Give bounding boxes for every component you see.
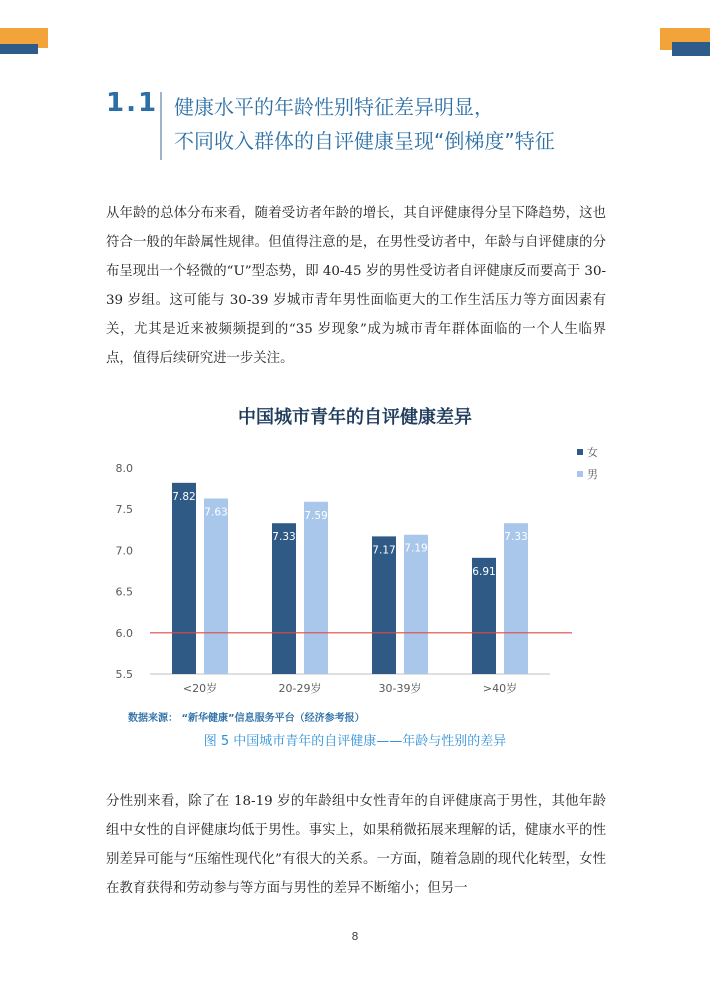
body-paragraph-2: 分性别来看，除了在 18-19 岁的年龄组中女性青年的自评健康高于男性，其他年龄组中女性的自评健康均低于男性。事实上，如果稍微拓展来理解的话，健康水平的性别差异可能与“压缩性现代化”有很大的关系。一方面，随着急剧的现代化转型，女性在教育获得和劳动参与等方面与男性的差异不断缩小；但另一	[106, 794, 606, 896]
data-label: 7.19	[404, 542, 428, 555]
bar-male	[404, 535, 428, 674]
figure-caption: 图 5 中国城市青年的自评健康——年龄与性别的差异	[203, 734, 507, 749]
y-tick-label: 5.5	[115, 668, 133, 681]
x-tick-label: >40岁	[482, 682, 518, 695]
x-tick-label: <20岁	[182, 682, 218, 695]
legend-swatch	[577, 449, 583, 455]
section-number: 1.1	[106, 88, 159, 118]
data-label: 7.33	[504, 531, 528, 544]
bar-female	[372, 536, 396, 674]
data-label: 7.82	[172, 490, 196, 503]
chart-title: 中国城市青年的自评健康差异	[238, 407, 472, 428]
data-label: 7.63	[204, 506, 228, 519]
y-tick-label: 6.5	[115, 585, 133, 599]
bar-female	[172, 483, 196, 674]
y-tick-label: 8.0	[115, 462, 133, 475]
body-paragraph-1: 从年龄的总体分布来看，随着受访者年龄的增长，其自评健康得分呈下降趋势，这也符合一般的年龄属性规律。但值得注意的是，在男性受访者中，年龄与自评健康的分布呈现出一个轻微的“U”型态势，即 40-45 岁的男性受访者自评健康反而要高于 30-39 岁组。这可能与 30-39 岁城市青年男性面临更大的工作生活压力等方面因素有关，尤其是近来被频频提到的“35 岁现象”成为城市青年群体面临的一个人生临界点，值得后续研究进一步关注。	[106, 206, 606, 366]
bar-female	[272, 523, 296, 674]
data-source: 数据来源： “新华健康”信息服务平台（经济参考报）	[128, 713, 365, 724]
y-tick-label: 7.0	[115, 544, 133, 558]
data-label: 7.17	[372, 544, 396, 557]
y-tick-label: 6.0	[115, 626, 133, 640]
x-tick-label: 30-39岁	[378, 682, 422, 695]
legend-label: 男	[587, 468, 598, 481]
bar-male	[504, 523, 528, 674]
bar-male	[304, 502, 328, 674]
data-label: 7.33	[272, 531, 296, 544]
bar-male	[204, 498, 228, 674]
section-title-line1: 健康水平的年龄性别特征差异明显，	[174, 95, 494, 119]
x-tick-label: 20-29岁	[278, 682, 322, 695]
y-tick-label: 7.5	[115, 503, 133, 517]
data-label: 6.91	[472, 565, 496, 578]
legend-label: 女	[587, 446, 598, 459]
section-title-line2: 不同收入群体的自评健康呈现“倒梯度”特征	[174, 129, 555, 153]
legend-swatch	[577, 471, 583, 477]
page-number: 8	[351, 930, 359, 943]
data-label: 7.59	[304, 509, 328, 522]
